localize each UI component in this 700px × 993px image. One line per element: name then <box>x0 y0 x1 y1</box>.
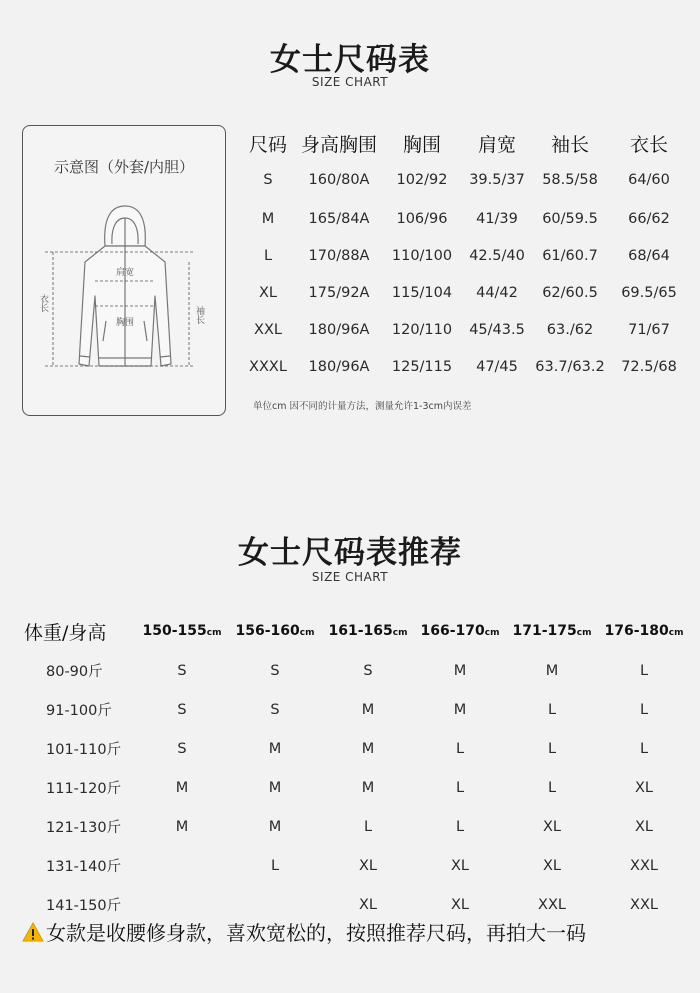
weight-label: 80-90斤 <box>46 664 103 680</box>
table-row <box>20 846 690 885</box>
table-row <box>20 690 690 729</box>
height-column-header: 171-175cm <box>512 623 592 639</box>
table-cell: XL <box>358 857 377 874</box>
length-label: 衣长 <box>38 294 48 312</box>
weight-label: 91-100斤 <box>46 703 112 719</box>
table-cell: L <box>639 701 649 718</box>
table-cell: M <box>453 662 467 679</box>
table-cell: XL <box>450 857 469 874</box>
table-cell: 63.7/63.2 <box>535 358 605 375</box>
table-cell: L <box>263 247 273 264</box>
table-cell: XXL <box>630 896 658 913</box>
table-cell: 44/42 <box>476 284 518 301</box>
size-chart-subtitle: SIZE CHART <box>311 75 389 89</box>
table-row <box>238 160 688 200</box>
weight-label: 111-120斤 <box>46 781 122 797</box>
sleeve-label: 袖长 <box>194 306 204 324</box>
table-cell: S <box>177 701 187 718</box>
table-cell: 61/60.7 <box>542 247 598 264</box>
table-cell: L <box>455 779 465 796</box>
table-cell: 110/100 <box>391 247 453 264</box>
table-cell: M <box>545 662 559 679</box>
table-cell: 102/92 <box>396 172 448 188</box>
table-cell: XL <box>542 818 561 835</box>
table-cell: XL <box>634 779 653 796</box>
table-cell: L <box>455 740 465 757</box>
table-row <box>238 274 688 311</box>
header-height-chest: 身高胸围 <box>300 133 377 156</box>
table-row <box>238 348 688 385</box>
table-cell: L <box>547 740 557 757</box>
table-cell: 41/39 <box>476 210 518 227</box>
table-cell: XL <box>450 896 469 913</box>
table-row <box>20 807 690 846</box>
table-cell: 170/88A <box>308 247 370 264</box>
table-cell: L <box>455 818 465 835</box>
table-cell: L <box>547 701 557 718</box>
table-row <box>20 651 690 690</box>
chest-label: 胸围 <box>115 318 135 328</box>
table-cell: 68/64 <box>628 247 670 264</box>
table-cell: L <box>639 740 649 757</box>
fit-advice <box>22 917 586 946</box>
table-cell: M <box>453 701 467 718</box>
table-cell: 115/104 <box>391 284 453 301</box>
header-sleeve: 袖长 <box>550 133 589 156</box>
table-cell: 62/60.5 <box>542 284 598 301</box>
table-cell: L <box>639 662 649 679</box>
table-cell: 42.5/40 <box>469 247 525 264</box>
table-cell: 125/115 <box>391 358 453 375</box>
table-cell: XXXL <box>249 358 287 375</box>
table-row <box>20 729 690 768</box>
table-cell: M <box>361 740 375 757</box>
height-column-header: 150-155cm <box>142 623 222 639</box>
height-column-header: 156-160cm <box>235 623 315 639</box>
table-cell: 66/62 <box>628 210 670 227</box>
fit-advice-text: 女款是收腰修身款，喜欢宽松的，按照推荐尺码，再拍大一码 <box>46 921 586 945</box>
table-cell: 180/96A <box>308 358 370 375</box>
table-cell: L <box>547 779 557 796</box>
table-row <box>238 237 688 274</box>
weight-label: 121-130斤 <box>46 820 122 836</box>
shoulder-label: 肩宽 <box>115 268 135 278</box>
warning-triangle-icon <box>22 922 44 942</box>
size-table <box>238 126 688 385</box>
table-cell: 63./62 <box>546 321 594 338</box>
diagram-label: 示意图（外套/内胆） <box>53 158 195 176</box>
recommend-subtitle: SIZE CHART <box>311 570 389 584</box>
jacket-diagram <box>22 125 226 416</box>
weight-label: 141-150斤 <box>46 898 122 914</box>
table-cell: M <box>175 818 189 835</box>
weight-label: 131-140斤 <box>46 859 122 875</box>
table-cell: 64/60 <box>628 172 670 188</box>
header-shoulder: 肩宽 <box>477 133 516 156</box>
table-cell: 106/96 <box>396 210 448 227</box>
table-cell: 165/84A <box>308 210 370 227</box>
table-cell: 180/96A <box>308 321 370 338</box>
table-cell: M <box>268 779 282 796</box>
table-cell: 39.5/37 <box>469 172 525 188</box>
table-cell: S <box>177 740 187 757</box>
table-cell: 175/92A <box>308 284 370 301</box>
table-cell: XXL <box>538 896 566 913</box>
recommend-table <box>20 611 690 924</box>
height-column-header: 161-165cm <box>328 623 408 639</box>
table-cell: S <box>363 662 373 679</box>
corner-header: 体重/身高 <box>24 621 107 644</box>
table-cell: XXL <box>630 857 658 874</box>
table-cell: 120/110 <box>391 321 453 338</box>
table-cell: M <box>261 210 275 227</box>
weight-label: 101-110斤 <box>46 742 122 758</box>
header-length: 衣长 <box>629 133 668 156</box>
table-cell: 60/59.5 <box>542 210 598 227</box>
table-cell: S <box>263 172 273 188</box>
header-chest: 胸围 <box>402 133 441 156</box>
table-cell: M <box>268 740 282 757</box>
table-cell: S <box>270 662 280 679</box>
jacket-illustration <box>23 126 227 417</box>
table-cell: XL <box>358 896 377 913</box>
table-cell: 71/67 <box>628 321 670 338</box>
table-cell: L <box>270 857 280 874</box>
table-cell: 69.5/65 <box>621 284 677 301</box>
table-cell: M <box>175 779 189 796</box>
height-column-header: 176-180cm <box>604 623 684 639</box>
table-row <box>238 311 688 348</box>
table-cell: 58.5/58 <box>542 172 598 188</box>
table-cell: 45/43.5 <box>469 321 525 338</box>
size-chart-title: 女士尺码表 <box>270 42 430 78</box>
table-cell: XXL <box>254 321 282 338</box>
header-size: 尺码 <box>248 133 287 156</box>
recommend-title: 女士尺码表推荐 <box>238 535 462 571</box>
table-cell: M <box>361 701 375 718</box>
table-cell: XL <box>258 284 277 301</box>
table-cell: L <box>363 818 373 835</box>
table-row <box>238 200 688 237</box>
table-cell: 72.5/68 <box>621 358 677 375</box>
table-row <box>20 768 690 807</box>
height-column-header: 166-170cm <box>420 623 500 639</box>
table-cell: M <box>361 779 375 796</box>
table-cell: S <box>177 662 187 679</box>
table-cell <box>136 846 228 885</box>
measurement-note: 单位cm 因不同的计量方法，测量允许1-3cm内误差 <box>253 401 472 412</box>
table-cell: M <box>268 818 282 835</box>
table-cell: S <box>270 701 280 718</box>
table-cell: 47/45 <box>476 358 518 375</box>
table-cell: 160/80A <box>308 172 370 188</box>
table-cell: XL <box>634 818 653 835</box>
table-cell: XL <box>542 857 561 874</box>
